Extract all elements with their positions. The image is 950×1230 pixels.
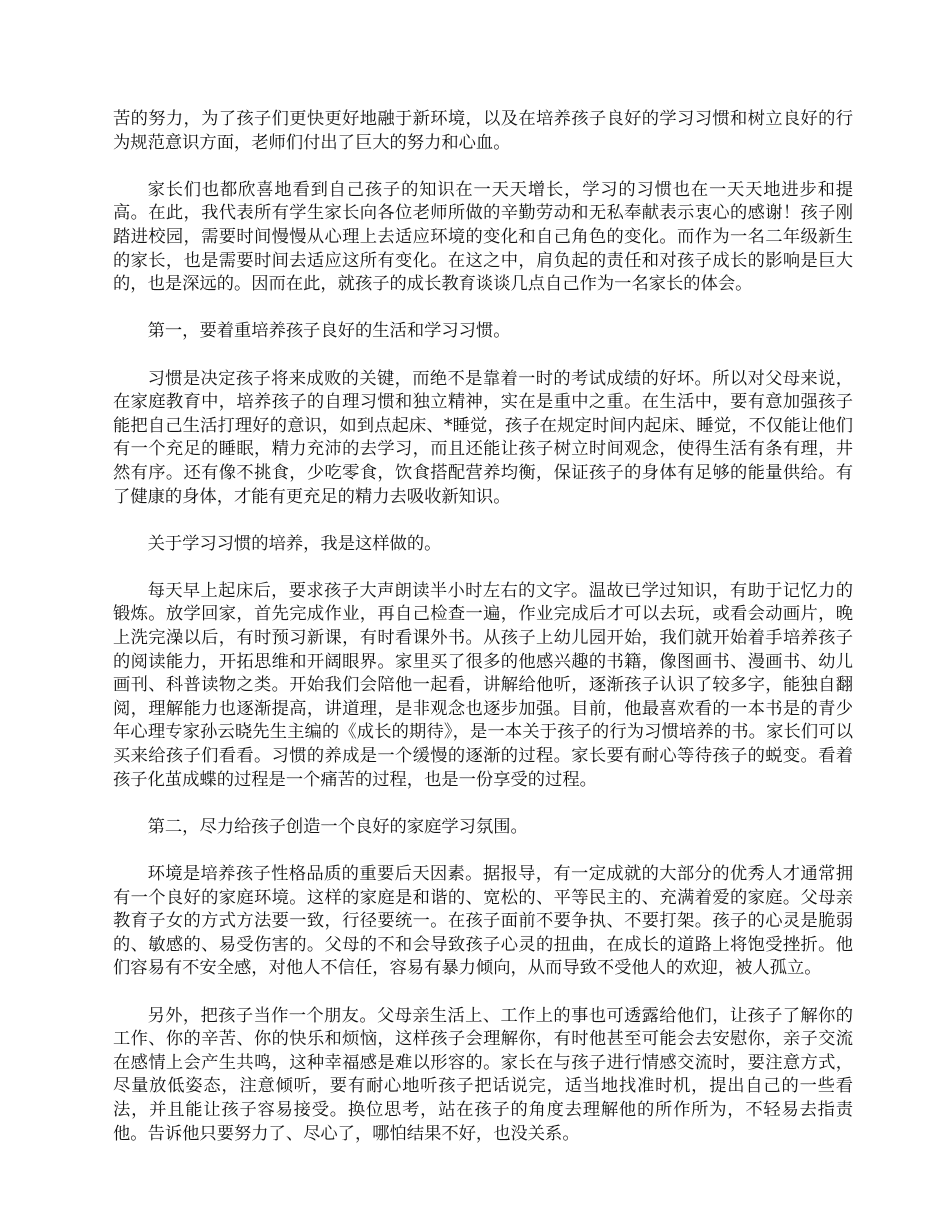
paragraph-parents-thanks: 家长们也都欣喜地看到自己孩子的知识在一天天增长，学习的习惯也在一天天地进步和提高。在此，我代表所有学生家长向各位老师所做的辛勤劳动和无私奉献表示衷心的感谢！孩子刚踏进校园，需要时间慢慢从心理上去适应环境的变化和自己角色的变化。而作为一名二年级新生的家长，也是需要时间去适应这所有变化。在这之中，肩负起的责任和对孩子成长的影响是巨大的，也是深远的。因而在此，就孩子的成长教育谈谈几点自己作为一名家长的体会。 [113, 179, 853, 295]
paragraph-study-habits-intro: 关于学习习惯的培养，我是这样做的。 [147, 533, 442, 554]
document-body [113, 108, 853, 1170]
heading-point-one: 第一，要着重培养孩子良好的生活和学习习惯。 [147, 321, 511, 342]
paragraph-continued-intro: 苦的努力，为了孩子们更快更好地融于新环境，以及在培养孩子良好的学习习惯和树立良好的行为规范意识方面，老师们付出了巨大的努力和心血。 [113, 109, 853, 153]
heading-point-two: 第二，尽力给孩子创造一个良好的家庭学习氛围。 [147, 816, 528, 837]
paragraph-daily-routine: 每天早上起床后，要求孩子大声朗读半小时左右的文字。温故已学过知识，有助于记忆力的锻炼。放学回家，首先完成作业，再自己检查一遍，作业完成后才可以去玩，或看会动画片，晚上洗完澡以后，有时预习新课，有时看课外书。从孩子上幼儿园开始，我们就开始着手培养孩子的阅读能力，开拓思维和开阔眼界。家里买了很多的他感兴趣的书籍，像图画书、漫画书、幼儿画刊、科普读物之类。开始我们会陪他一起看，讲解给他听，逐渐孩子认识了较多字，能独自翻阅，理解能力也逐渐提高，讲道理，是非观念也逐步加强。目前，他最喜欢看的一本书是的青少年心理专家孙云晓先生主编的《成长的期待》，是一本关于孩子的行为习惯培养的书。家长们可以买来给孩子们看看。习惯的养成是一个缓慢的逐渐的过程。家长要有耐心等待孩子的蜕变。看着孩子化茧成蝶的过程是一个痛苦的过程，也是一份享受的过程。 [113, 580, 853, 790]
paragraph-child-as-friend: 另外，把孩子当作一个朋友。父母亲生活上、工作上的事也可透露给他们，让孩子了解你的工作、你的辛苦、你的快乐和烦恼，这样孩子会理解你，有时他甚至可能会去安慰你，亲子交流在感情上会产生共鸣，这种幸福感是难以形容的。家长在与孩子进行情感交流时，要注意方式，尽量放低姿态，注意倾听，要有耐心地听孩子把话说完，适当地找准时机，提出自己的一些看法，并且能让孩子容易接受。换位思考，站在孩子的角度去理解他的所作所为，不轻易去指责他。告诉他只要努力了、尽心了，哪怕结果不好，也没关系。 [113, 1005, 853, 1144]
paragraph-family-environment: 环境是培养孩子性格品质的重要后天因素。据报导，有一定成就的大部分的优秀人才通常拥有一个良好的家庭环境。这样的家庭是和谐的、宽松的、平等民主的、充满着爱的家庭。父母亲教育子女的方式方法要一致，行径要统一。在孩子面前不要争执、不要打架。孩子的心灵是脆弱的、敏感的、易受伤害的。父母的不和会导致孩子心灵的扭曲，在成长的道路上将饱受挫折。他们容易有不安全感，对他人不信任，容易有暴力倾向，从而导致不受他人的欢迎，被人孤立。 [113, 864, 853, 979]
paragraph-habits: 习惯是决定孩子将来成败的关键，而绝不是靠着一时的考试成绩的好坏。所以对父母来说，在家庭教育中，培养孩子的自理习惯和独立精神，实在是重中之重。在生活中，要有意加强孩子能把自己生活打理好的意识，如到点起床、*睡觉，孩子在规定时间内起床、睡觉，不仅能让他们有一个充足的睡眠，精力充沛的去学习，而且还能让孩子树立时间观念，使得生活有条有理，井然有序。还有像不挑食，少吃零食，饮食搭配营养均衡，保证孩子的身体有足够的能量供给。有了健康的身体，才能有更充足的精力去吸收新知识。 [113, 368, 853, 507]
